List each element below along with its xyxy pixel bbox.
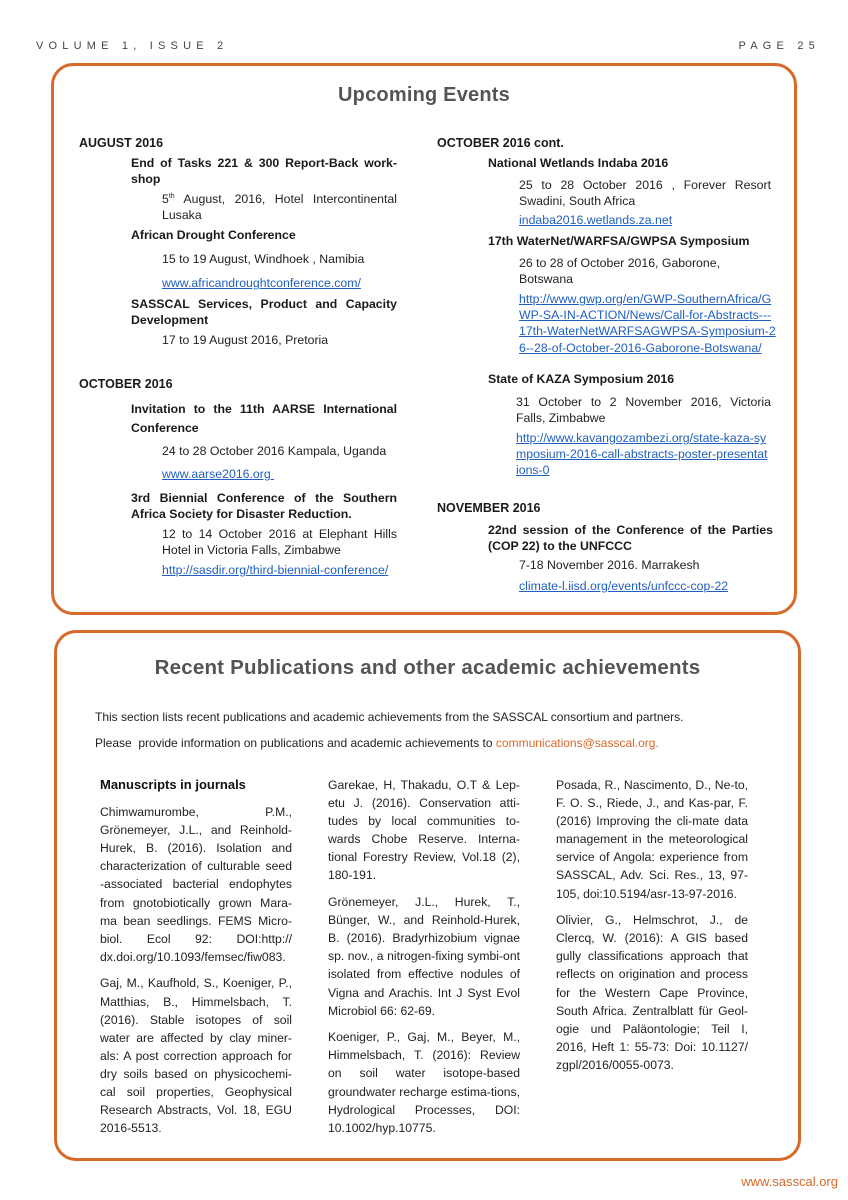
- event-link[interactable]: climate-l.iisd.org/events/unfccc-cop-22: [519, 579, 729, 593]
- event-title: End of Tasks 221 & 300 Report-Back work-shop: [131, 156, 397, 186]
- publication-entry: Olivier, G., Helmschrot, J., de Clercq, W. (2016): A GIS based gully classifications approach that reflects on origination and process for the Western Cape Province, South Africa. Zentralblatt für Geol-ogie und Paläontologie; Teil I, 2016, Heft 1: 55-73: Doi: 10.1127/ zgpl/2016/0055-0073.: [556, 913, 748, 1072]
- page-number-header: PAGE 25: [738, 40, 820, 52]
- event-detail: 5th August, 2016, Hotel Intercontinental Lusaka: [162, 192, 397, 222]
- publication-entry: Posada, R., Nascimento, D., Ne-to, F. O. S., Riede, J., and Kas-par, F. (2016) Improving the cli-mate data management in the meteorological service of Angola: experience from SASSCAL, Adv. Sci. Res., 13, 97-105, doi:10.5194/asr-13-97-2016.: [556, 778, 748, 901]
- event-detail: 17 to 19 August 2016, Pretoria: [162, 333, 329, 347]
- event-title: State of KAZA Symposium 2016: [488, 372, 675, 386]
- publications-intro: This section lists recent publications and academic achievements from the SASSCAL consortium and partners.: [95, 710, 684, 724]
- event-detail: 25 to 28 October 2016 , Forever Resort Swadini, South Africa: [519, 178, 771, 208]
- event-detail: 12 to 14 October 2016 at Elephant Hills Hotel in Victoria Falls, Zimbabwe: [162, 527, 397, 557]
- contact-email-link[interactable]: communications@sasscal.org.: [495, 736, 659, 750]
- publications-contact: Please provide information on publications and academic achievements to communications@sasscal.org.: [95, 736, 659, 750]
- publications-column-3: [556, 776, 748, 1083]
- footer-website-link[interactable]: www.sasscal.org: [741, 1174, 838, 1189]
- event-title: Invitation to the 11th AARSE International Conference: [131, 402, 397, 435]
- publication-entry: Gaj, M., Kaufhold, S., Koeniger, P., Matthias, B., Himmelsbach, T. (2016). Stable isotopes of soil water are affected by clay miner-als: A post correction approach for dry soils based on physicochemi-cal soil properties, Geophysical Research Abstracts, Vol. 18, EGU 2016-5513.: [100, 976, 292, 1136]
- event-link[interactable]: http://www.kavangozambezi.org/state-kaza-symposium-2016-call-abstracts-poster-presentations-0: [516, 431, 768, 478]
- event-title: 22nd session of the Conference of the Parties (COP 22) to the UNFCCC: [488, 523, 773, 553]
- event-detail: 24 to 28 October 2016 Kampala, Uganda: [162, 444, 387, 458]
- event-detail: 31 October to 2 November 2016, Victoria Falls, Zimbabwe: [516, 395, 771, 425]
- month-heading: AUGUST 2016: [79, 136, 164, 150]
- publication-entry: Garekae, H, Thakadu, O.T & Lep-etu J. (2016). Conservation atti-tudes by local communities to-wards Chobe Reserve. Interna-tional Forestry Review, Vol.18 (2), 180-191.: [328, 778, 520, 883]
- publications-column-1: [100, 776, 292, 1146]
- month-heading: OCTOBER 2016: [79, 377, 173, 391]
- event-detail: 7-18 November 2016. Marrakesh: [519, 558, 700, 572]
- event-detail: 26 to 28 of October 2016, Gaborone, Botswana: [519, 256, 720, 286]
- month-heading: NOVEMBER 2016: [437, 501, 541, 515]
- event-title: 17th WaterNet/WARFSA/GWPSA Symposium: [488, 234, 750, 248]
- event-link[interactable]: indaba2016.wetlands.za.net: [519, 213, 673, 227]
- event-link[interactable]: http://www.gwp.org/en/GWP-SouthernAfrica/GWP-SA-IN-ACTION/News/Call-for-Abstracts---17th-WaterNetWARFSAGWPSA-Symposium-26--28-of-October-2016-Gaborone-Botswana/: [519, 292, 776, 355]
- publication-entry: Chimwamurombe, P.M., Grönemeyer, J.L., and Reinhold-Hurek, B. (2016). Isolation and characterization of culturable seed -associated bacterial endophytes from gnotobiotically grown Mara-ma bean seedlings. FEMS Micro-biol. Ecol 92: DOI:http:// dx.doi.org/10.1093/femsec/fiw083.: [100, 805, 292, 964]
- publication-entry: Koeniger, P., Gaj, M., Beyer, M., Himmelsbach, T. (2016): Review on soil water isotope-based groundwater recharge estima-tions, Hydrological Processes, DOI: 10.1002/hyp.10775.: [328, 1030, 520, 1135]
- event-link[interactable]: http://sasdir.org/third-biennial-conference/: [162, 563, 389, 577]
- event-title: African Drought Conference: [131, 228, 296, 242]
- event-title: SASSCAL Services, Product and Capacity Development: [131, 297, 397, 327]
- publications-title: Recent Publications and other academic achievements: [154, 656, 701, 679]
- volume-issue-header: VOLUME 1, ISSUE 2: [36, 40, 229, 52]
- event-detail: 15 to 19 August, Windhoek , Namibia: [162, 252, 365, 266]
- manuscripts-heading: Manuscripts in journals: [100, 777, 246, 792]
- month-heading: OCTOBER 2016 cont.: [437, 136, 564, 150]
- event-title: 3rd Biennial Conference of the Southern Africa Society for Disaster Reduction.: [131, 491, 397, 521]
- publications-column-2: [328, 776, 520, 1145]
- upcoming-events-title: Upcoming Events: [338, 84, 510, 106]
- event-link[interactable]: www.africandroughtconference.com/: [162, 276, 361, 290]
- event-link[interactable]: www.aarse2016.org: [162, 467, 275, 481]
- event-title: National Wetlands Indaba 2016: [488, 156, 669, 170]
- publication-entry: Grönemeyer, J.L., Hurek, T., Bünger, W., and Reinhold-Hurek, B. (2016). Bradyrhizobium vignae sp. nov., a nitrogen-fixing symbi-ont isolated from effective nodules of Vigna and Arachis. Int J Syst Evol Microbiol 66: 62-69.: [328, 895, 520, 1018]
